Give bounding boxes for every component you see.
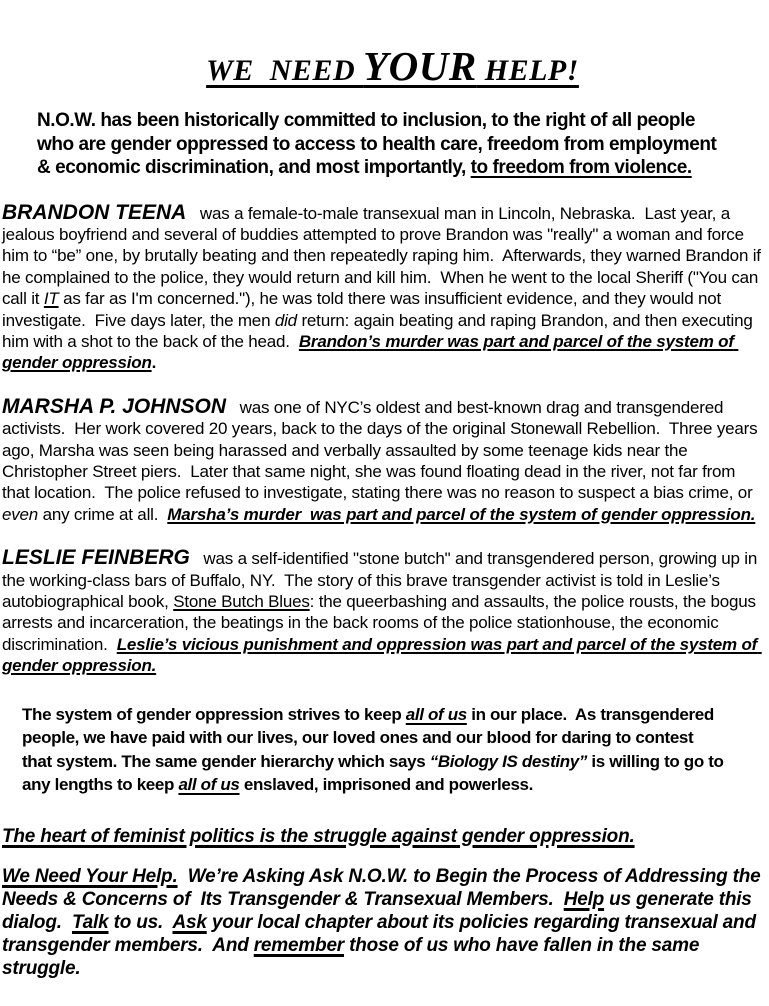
text-segment: .	[151, 353, 157, 373]
text-segment: was a female-to-male transexual man in Lincoln, Nebraska. Last year, a jealous boyfriend and several of buddies attempted to prove Brandon was "really" a woman and force him to “be” one, by brutally beating and then repeatedly raping him. Afterwards, they warned Brandon if he complained to the police, they would return and kill him. When he went to the local Sheriff ("You can call it	[2, 203, 766, 309]
text-segment: us generate this dialog.	[2, 888, 757, 934]
intro-paragraph	[37, 109, 727, 180]
text-segment: Marsha’s murder was part and parcel of the system of gender oppression.	[167, 504, 756, 524]
system-of-oppression-paragraph	[22, 703, 727, 797]
text-segment: all of us	[405, 704, 467, 724]
text-segment: Leslie’s vicious punishment and oppression was part and parcel of the system of gender oppression.	[2, 634, 762, 676]
text-segment: to freedom from violence.	[470, 157, 692, 178]
text-segment: The heart of feminist politics is the struggle against gender oppression.	[2, 825, 635, 847]
text-segment: We Need Your Help.	[2, 865, 178, 887]
call-to-action-paragraph	[2, 865, 765, 981]
text-segment: your local chapter about its policies regarding transexual and transgender members. And	[2, 912, 761, 957]
text-segment: to us.	[108, 912, 173, 934]
text-segment: Help	[563, 888, 605, 910]
text-segment: was a self-identified "stone butch" and transgendered person, growing up in the working-class bars of Buffalo, NY. The story of this brave transgender activist is told in Leslie’s autobiographical book,	[2, 549, 762, 611]
brandon-teena-heading: BRANDON TEENA	[2, 200, 187, 224]
text-segment: enslaved, imprisoned and powerless.	[239, 775, 534, 795]
text-segment: IT	[43, 289, 59, 309]
text-segment: in our place. As transgendered people, we have paid with our lives, our loved ones and our blood for daring to contest that system. The same gender hierarchy which says	[22, 704, 719, 771]
text-segment: “Biology IS destiny”	[429, 751, 588, 771]
text-segment: remember	[253, 935, 345, 957]
text-segment: The system of gender oppression strives to keep	[22, 704, 406, 724]
text-segment: Brandon’s murder was part and parcel of the system of gender oppression	[2, 331, 739, 373]
title-part-1: WE NEED	[206, 54, 364, 87]
text-segment: return: again beating and raping Brandon, and then executing him with a shot to the back of the head.	[2, 310, 758, 351]
feminist-politics-line	[2, 825, 767, 849]
leslie-feinberg-heading: LESLIE FEINBERG	[2, 546, 190, 570]
text-segment: Ask	[172, 912, 207, 934]
marsha-johnson-paragraph	[2, 396, 767, 525]
marsha-johnson-heading: MARSHA P. JOHNSON	[2, 394, 227, 418]
text-segment: Talk	[71, 912, 109, 934]
text-segment: : the queerbashing and assaults, the police rousts, the bogus arrests and incarceration, the beatings in the back rooms of the police stationhouse, the economic discrimination.	[2, 592, 761, 654]
title-underline	[206, 43, 579, 89]
text-segment: We’re Asking Ask N.O.W. to Begin the Process of Addressing the Needs & Concerns of Its Transgender & Transexual Members.	[2, 865, 766, 910]
text-segment: those of us who have fallen in the same struggle.	[2, 935, 705, 980]
text-segment: even	[2, 504, 39, 524]
page-title	[0, 6, 769, 91]
text-segment: did	[274, 310, 297, 330]
text-segment: Stone Butch Blues	[173, 592, 310, 611]
title-part-2: YOUR	[363, 43, 477, 89]
leslie-feinberg-paragraph	[2, 547, 767, 676]
text-segment: N.O.W. has been historically committed to inclusion, to the right of all people who are gender oppressed to access to health care, freedom from employment & economic discrimination, and most importantly,	[37, 110, 722, 178]
text-segment: was one of NYC’s oldest and best-known drag and transgendered activists. Her work covered 20 years, back to the days of the original Stonewall Rebellion. Three years ago, Marsha was seen being harassed and verbally assaulted by some teenage kids near the Christopher Street piers. Later that same night, she was found floating dead in the river, not far from that location. The police refused to investigate, stating there was no reason to suspect a bias crime, or	[2, 397, 762, 503]
text-segment: as far as I'm concerned."), he was told there was insufficient evidence, and they would not investigate. Five days later, the men	[2, 289, 726, 330]
title-part-3: HELP!	[476, 54, 579, 87]
text-segment: any crime at all.	[38, 504, 168, 524]
brandon-teena-paragraph	[2, 202, 767, 374]
text-segment: is willing to go to any lengths to keep	[22, 751, 728, 795]
text-segment: all of us	[178, 775, 240, 795]
